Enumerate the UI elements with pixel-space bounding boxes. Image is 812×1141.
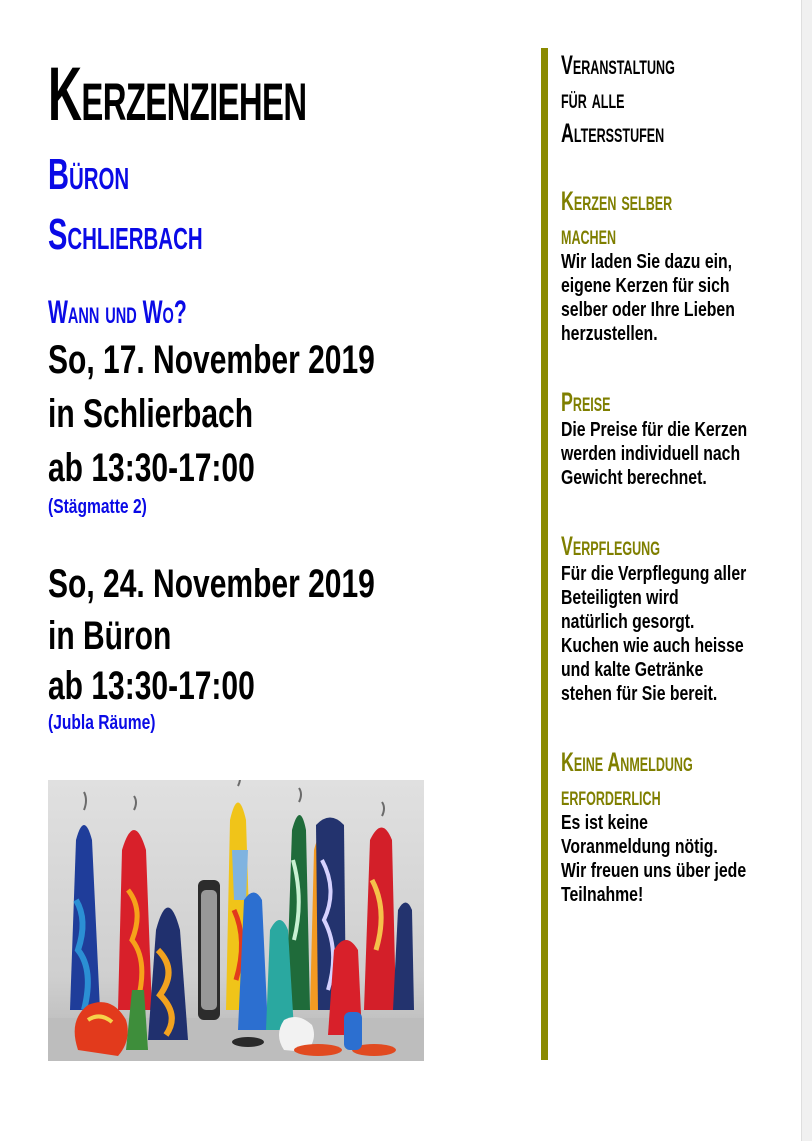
- section-text-catering-5: und kalte Getränke: [561, 659, 704, 681]
- event1-date: So, 17. November 2019: [48, 338, 375, 382]
- section-heading-candles-line-1: Kerzen selber: [561, 186, 673, 216]
- event2-time: ab 13:30-17:00: [48, 664, 255, 708]
- section-text-catering-2: Beteiligten wird: [561, 587, 679, 609]
- section-text-candles-3: selber oder Ihre Lieben: [561, 299, 735, 321]
- section-heading-registration-line-1: Keine Anmeldung: [561, 747, 693, 777]
- section-text-registration-1: Es ist keine: [561, 812, 648, 834]
- section-text-registration-4: Teilnahme!: [561, 884, 644, 906]
- event1-location: in Schlierbach: [48, 392, 254, 436]
- event1-address: (Stägmatte 2): [48, 496, 147, 518]
- section-text-prices-2: werden individuell nach: [561, 443, 741, 465]
- section-text-prices-3: Gewicht berechnet.: [561, 467, 707, 489]
- section-text-registration-3: Wir freuen uns über jede: [561, 860, 747, 882]
- candles-illustration: [48, 780, 424, 1061]
- event2-location: in Büron: [48, 614, 172, 658]
- section-text-catering-4: Kuchen wie auch heisse: [561, 635, 744, 657]
- section-heading-candles-line-2: machen: [561, 220, 617, 250]
- event2-date: So, 24. November 2019: [48, 562, 375, 606]
- page-title: Kerzenziehen: [48, 52, 307, 137]
- section-text-candles-4: herzustellen.: [561, 323, 658, 345]
- place-bueron: Büron: [48, 150, 130, 199]
- intro-line-2: für alle: [561, 84, 625, 114]
- event1-time: ab 13:30-17:00: [48, 446, 255, 490]
- intro-line-3: Altersstufen: [561, 118, 665, 148]
- intro-line-1: Veranstaltung: [561, 50, 675, 80]
- place-schlierbach: Schlierbach: [48, 210, 203, 259]
- page-edge: [801, 0, 812, 1141]
- event2-address: (Jubla Räume): [48, 712, 156, 734]
- section-text-registration-2: Voranmeldung nötig.: [561, 836, 718, 858]
- section-text-candles-1: Wir laden Sie dazu ein,: [561, 251, 733, 273]
- section-text-catering-1: Für die Verpflegung aller: [561, 563, 747, 585]
- candles-photo: [48, 780, 424, 1061]
- section-heading-prices: Preise: [561, 387, 611, 417]
- section-heading-registration-line-2: erforderlich: [561, 781, 661, 811]
- section-text-catering-6: stehen für Sie bereit.: [561, 683, 718, 705]
- section-text-candles-2: eigene Kerzen für sich: [561, 275, 730, 297]
- section-text-catering-3: natürlich gesorgt.: [561, 611, 695, 633]
- vertical-divider: [541, 48, 548, 1060]
- section-text-prices-1: Die Preise für die Kerzen: [561, 419, 748, 441]
- when-where-heading: Wann und Wo?: [48, 294, 187, 330]
- section-heading-catering: Verpflegung: [561, 531, 660, 561]
